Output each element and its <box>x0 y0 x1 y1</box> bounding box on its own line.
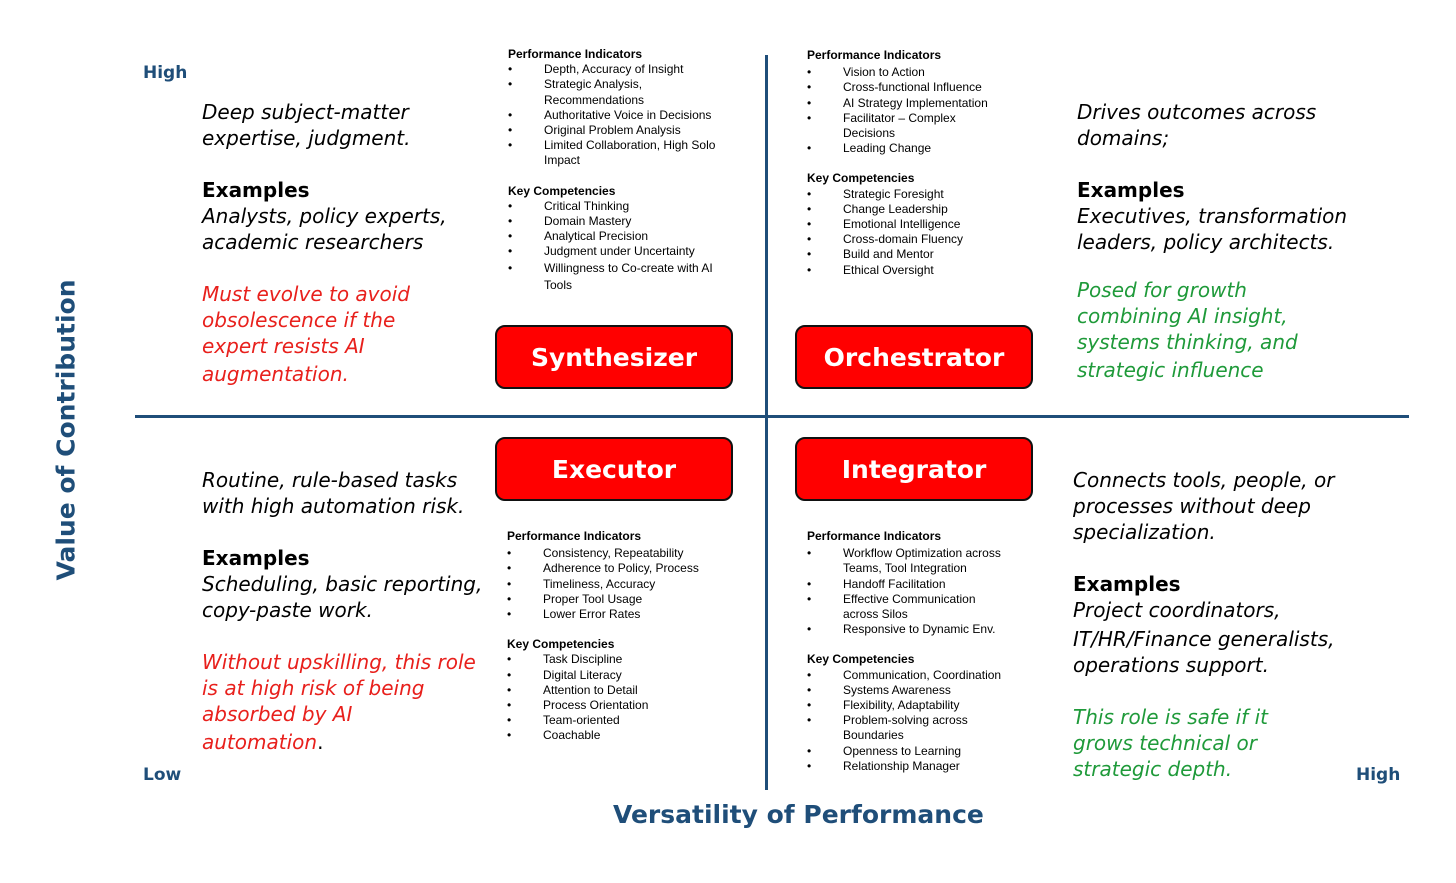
examples-line: operations support. <box>1073 653 1269 677</box>
list-item: • Change Leadership <box>807 202 1047 217</box>
list-item: • Attention to Detail <box>507 683 747 698</box>
examples-line: copy-paste work. <box>202 598 373 622</box>
competencies-heading: Key Competencies <box>807 171 915 186</box>
warning-suffix: . <box>317 730 324 754</box>
list-item: • Adherence to Policy, Process <box>507 561 747 576</box>
list-item: • Timeliness, Accuracy <box>507 577 747 592</box>
growth-note-line: Posed for growth <box>1077 278 1247 302</box>
competencies-list <box>807 187 1047 278</box>
executor-box: Executor <box>495 437 733 501</box>
examples-heading: Examples <box>1077 178 1185 202</box>
horizontal-axis-line <box>135 415 1409 418</box>
list-item: • Strategic Analysis, Recommendations <box>508 77 748 107</box>
warning-line: obsolescence if the <box>202 308 396 332</box>
list-item: • Original Problem Analysis <box>508 123 748 138</box>
list-item: • Ethical Oversight <box>807 263 1047 278</box>
warning-line: augmentation. <box>202 362 349 386</box>
list-item: • Digital Literacy <box>507 668 747 683</box>
warning-line: Without upskilling, this role <box>202 650 476 674</box>
description-line: Routine, rule-based tasks <box>202 468 458 492</box>
axis-low-label: Low <box>143 765 182 785</box>
y-axis-high-label: High <box>143 63 188 83</box>
orchestrator-description <box>1077 99 1367 383</box>
safe-note-line: grows technical or <box>1073 731 1257 755</box>
description-line: specialization. <box>1073 520 1216 544</box>
integrator-box: Integrator <box>795 437 1033 501</box>
list-item: • Willingness to Co-create with AI Tools <box>508 260 748 294</box>
list-item: • Coachable <box>507 728 747 743</box>
list-item: • Cross-functional Influence <box>807 80 1047 95</box>
description-line: with high automation risk. <box>202 494 465 518</box>
examples-heading: Examples <box>202 546 310 570</box>
examples-heading: Examples <box>1073 572 1181 596</box>
description-line: expertise, judgment. <box>202 126 411 150</box>
competencies-list <box>807 668 1047 774</box>
competencies-list <box>508 199 748 294</box>
warning-line: absorbed by AI <box>202 702 353 726</box>
list-item: • Limited Collaboration, High Solo Impact <box>508 138 748 168</box>
performance-heading: Performance Indicators <box>508 47 643 61</box>
list-item: • Depth, Accuracy of Insight <box>508 62 748 77</box>
performance-list <box>807 546 1047 637</box>
synthesizer-description <box>202 99 472 387</box>
examples-line: IT/HR/Finance generalists, <box>1073 627 1335 651</box>
description-line: Drives outcomes across <box>1077 100 1317 124</box>
examples-line: leaders, policy architects. <box>1077 230 1335 254</box>
list-item: • Emotional Intelligence <box>807 217 1047 232</box>
list-item: • Domain Mastery <box>508 214 748 229</box>
list-item: • Systems Awareness <box>807 683 1047 698</box>
description-line: processes without deep <box>1073 494 1311 518</box>
list-item: • Responsive to Dynamic Env. <box>807 622 1047 637</box>
list-item: • Task Discipline <box>507 652 747 667</box>
list-item: • AI Strategy Implementation <box>807 96 1047 111</box>
competencies-heading: Key Competencies <box>807 652 915 667</box>
list-item: • Effective Communication across Silos <box>807 592 1047 622</box>
growth-note-line: strategic influence <box>1077 358 1264 382</box>
performance-list <box>508 62 748 168</box>
examples-heading: Examples <box>202 178 310 202</box>
integrator-indicators <box>807 529 1047 774</box>
performance-list <box>507 546 747 622</box>
list-item: • Analytical Precision <box>508 229 748 244</box>
safe-note-line: strategic depth. <box>1073 757 1233 781</box>
vertical-axis-line <box>765 55 768 790</box>
list-item: • Strategic Foresight <box>807 187 1047 202</box>
list-item: • Vision to Action <box>807 65 1047 80</box>
list-item: • Proper Tool Usage <box>507 592 747 607</box>
list-item: • Consistency, Repeatability <box>507 546 747 561</box>
executor-description <box>202 467 492 755</box>
examples-line: Executives, transformation <box>1077 204 1348 228</box>
performance-list <box>807 65 1047 156</box>
performance-heading: Performance Indicators <box>807 48 942 62</box>
description-line: domains; <box>1077 126 1170 150</box>
examples-line: Analysts, policy experts, <box>202 204 447 228</box>
list-item: • Critical Thinking <box>508 199 748 214</box>
y-axis-title: Value of Contribution <box>51 279 81 581</box>
list-item: • Judgment under Uncertainty <box>508 244 748 259</box>
description-line: Connects tools, people, or <box>1073 468 1335 492</box>
examples-line: Project coordinators, <box>1073 598 1281 622</box>
warning-line: expert resists AI <box>202 334 365 358</box>
list-item: • Communication, Coordination <box>807 668 1047 683</box>
list-item: • Openness to Learning <box>807 744 1047 759</box>
list-item: • Facilitator – Complex Decisions <box>807 111 1047 141</box>
x-axis-high-label: High <box>1356 765 1401 785</box>
warning-line: Must evolve to avoid <box>202 282 410 306</box>
integrator-description <box>1073 467 1373 782</box>
orchestrator-indicators <box>807 48 1047 278</box>
safe-note-line: This role is safe if it <box>1073 705 1268 729</box>
competencies-heading: Key Competencies <box>508 183 616 198</box>
orchestrator-box: Orchestrator <box>795 325 1033 389</box>
list-item: • Authoritative Voice in Decisions <box>508 108 748 123</box>
warning-last-line <box>202 729 492 755</box>
list-item: • Build and Mentor <box>807 247 1047 262</box>
performance-heading: Performance Indicators <box>507 529 642 543</box>
x-axis-title: Versatility of Performance <box>613 800 984 829</box>
warning-line: automation <box>202 730 318 754</box>
competencies-heading: Key Competencies <box>507 637 615 652</box>
list-item: • Problem-solving across Boundaries <box>807 713 1047 743</box>
description-line: Deep subject-matter <box>202 100 409 124</box>
list-item: • Workflow Optimization across Teams, Tool Integration <box>807 546 1047 576</box>
synthesizer-box: Synthesizer <box>495 325 733 389</box>
synthesizer-indicators <box>508 47 748 294</box>
list-item: • Process Orientation <box>507 698 747 713</box>
examples-line: Scheduling, basic reporting, <box>202 572 483 596</box>
executor-indicators <box>507 529 747 744</box>
list-item: • Cross-domain Fluency <box>807 232 1047 247</box>
list-item: • Relationship Manager <box>807 759 1047 774</box>
list-item: • Team-oriented <box>507 713 747 728</box>
list-item: • Flexibility, Adaptability <box>807 698 1047 713</box>
list-item: • Handoff Facilitation <box>807 577 1047 592</box>
competencies-list <box>507 652 747 743</box>
list-item: • Leading Change <box>807 141 1047 156</box>
growth-note-line: systems thinking, and <box>1077 330 1298 354</box>
growth-note-line: combining AI insight, <box>1077 304 1288 328</box>
warning-line: is at high risk of being <box>202 676 425 700</box>
performance-heading: Performance Indicators <box>807 529 942 543</box>
examples-line: academic researchers <box>202 230 424 254</box>
list-item: • Lower Error Rates <box>507 607 747 622</box>
